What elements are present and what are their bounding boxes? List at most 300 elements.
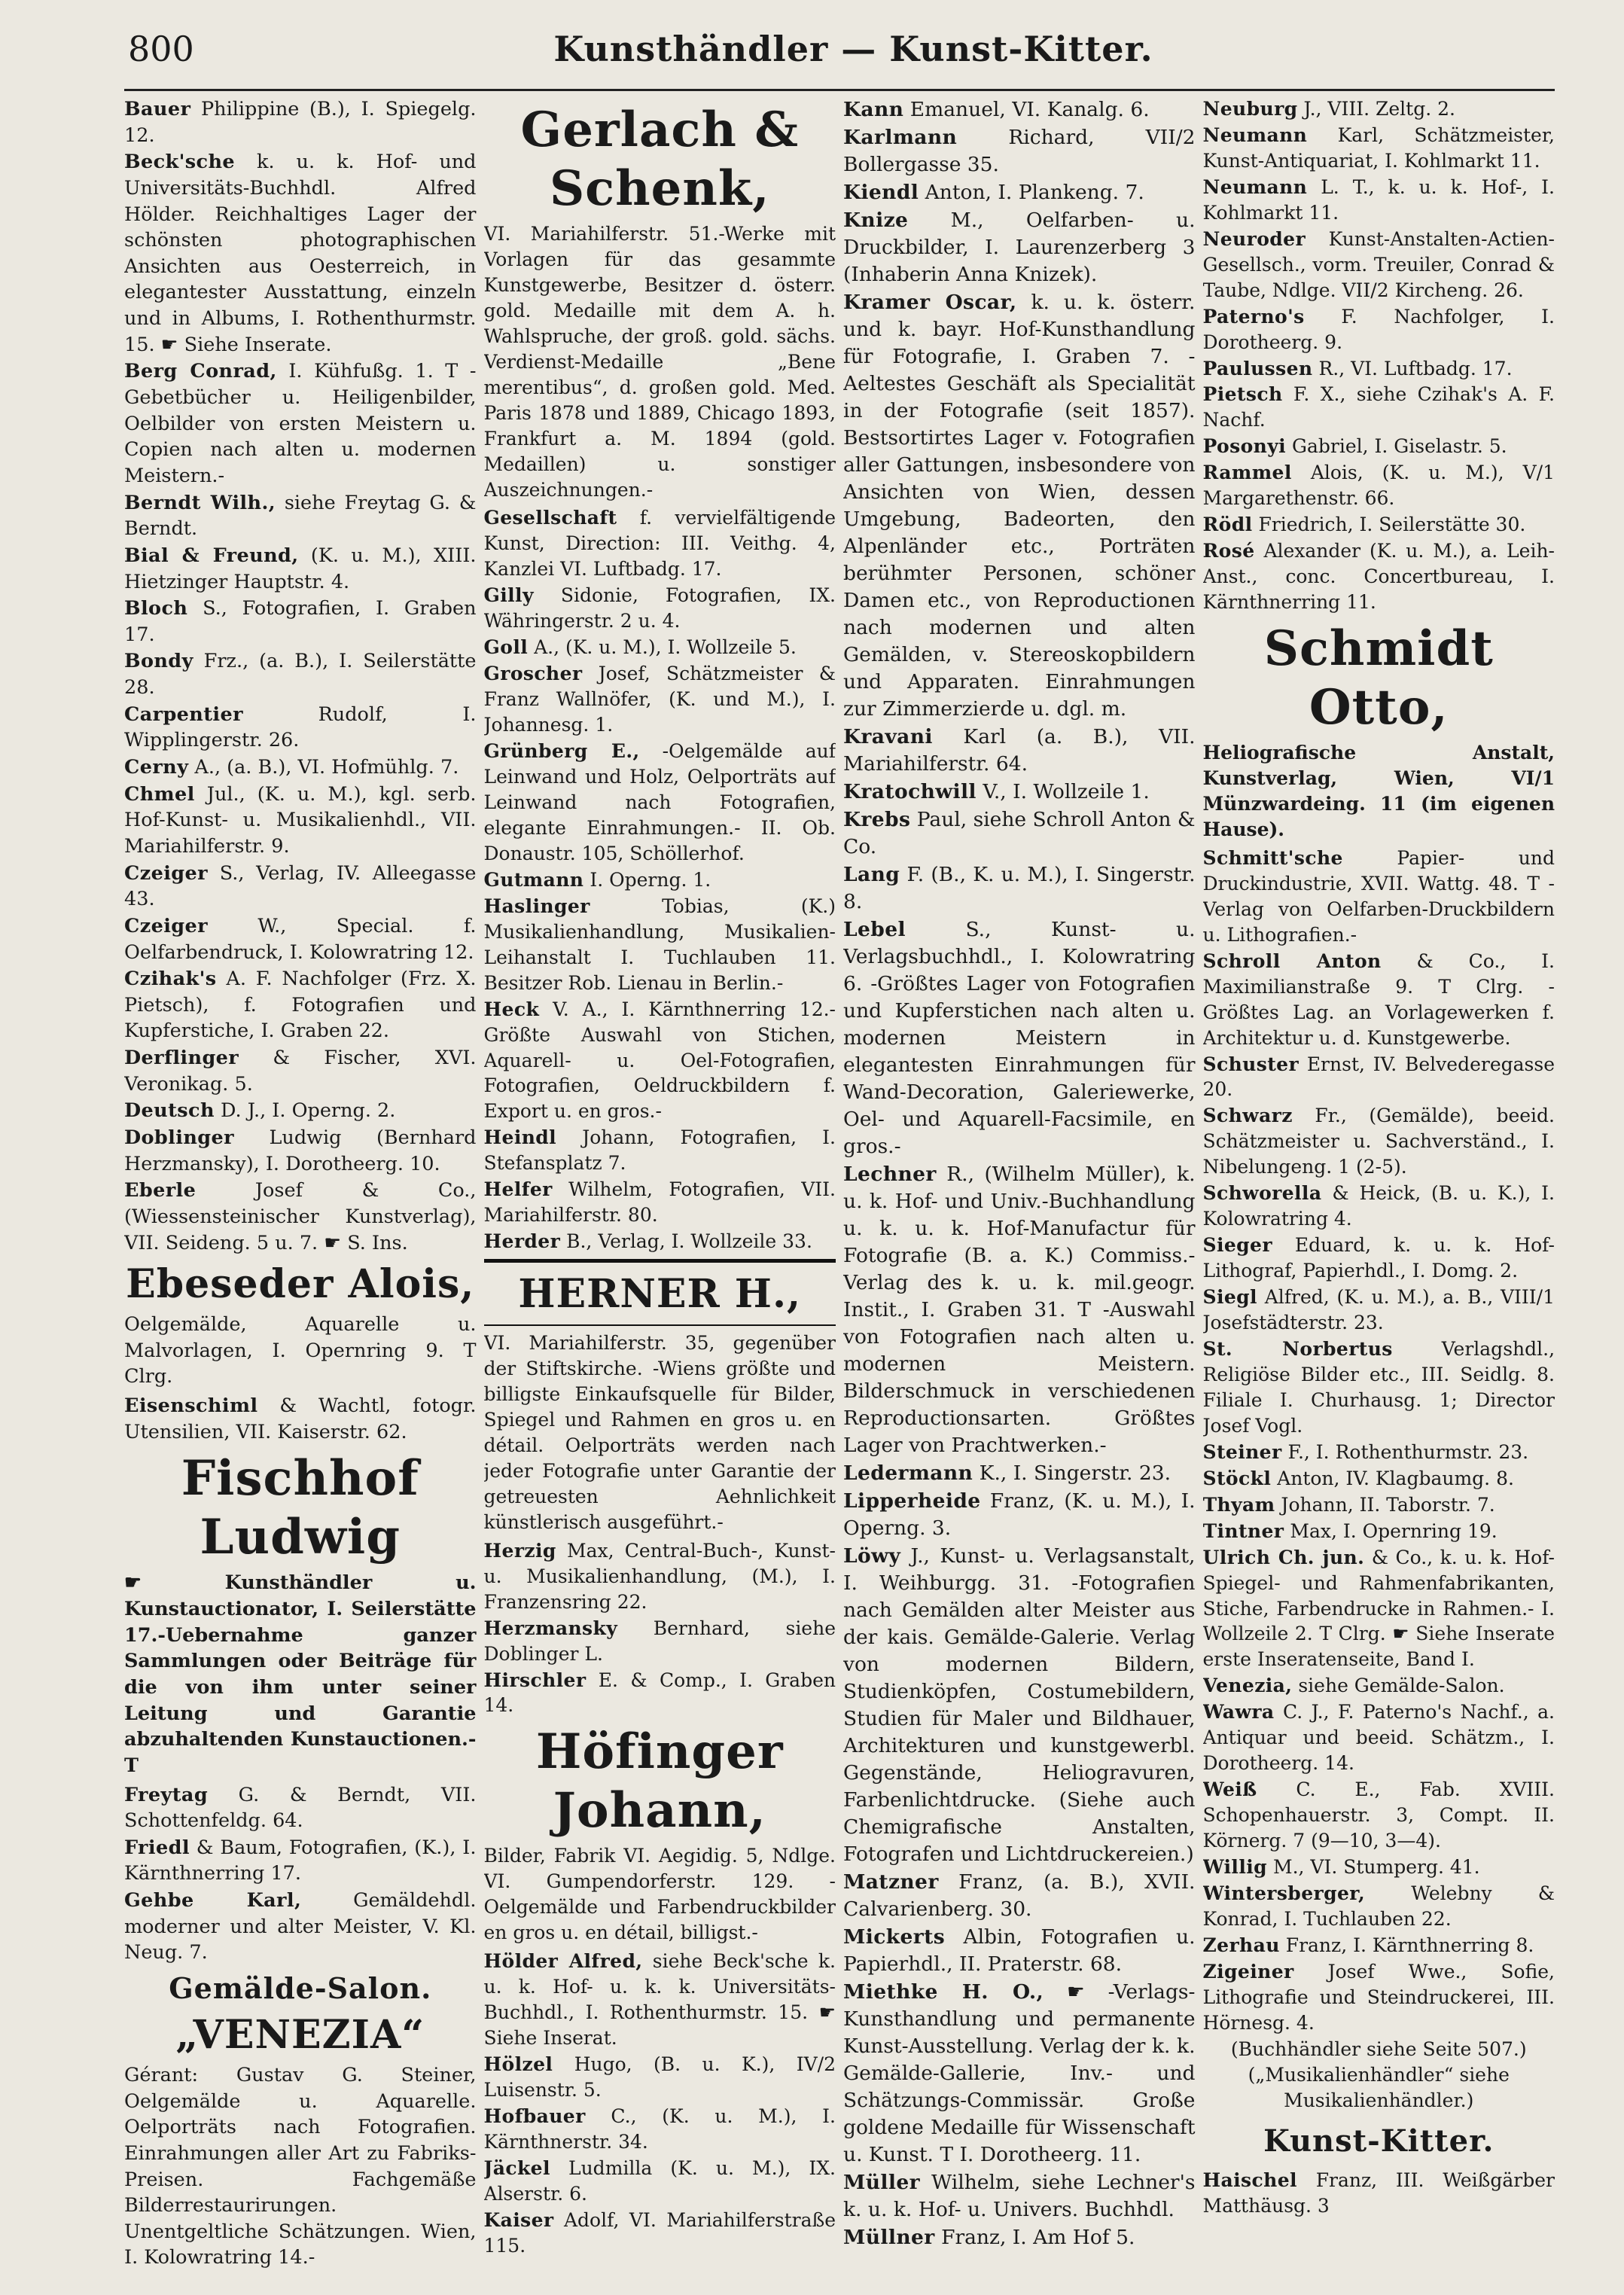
directory-entry [1203, 1336, 1555, 1439]
herner-text: VI. Mariahilferstr. 35, gegenüber der Stiftskirche. -Wiens größte und billigste Einkaufsquelle für Bilder, Spiegel und Rahmen en gros u. en détail. Oelporträts werden nach jeder Fotografie unter Garantie der getreuesten Aehnlichkeit künstlerisch ausgeführt.- [483, 1332, 836, 1533]
directory-entry [484, 894, 836, 996]
entry-text: A. F. Nachfolger (Frz. X. Pietsch), f. Fotografien und Kupferstiche, I. Graben 22. [124, 968, 477, 1043]
entry-text: & Co., I. Maximilianstraße 9. T Clrg. -Größtes Lag. an Vorlagewerken f. Architektur u. d. Kunstgewerbe. [1202, 949, 1555, 1049]
entry-name: Sieger [1202, 1234, 1272, 1257]
directory-entry [1203, 175, 1555, 226]
entry-text: M., VI. Stumperg. 41. [1272, 1856, 1480, 1879]
entry-text: (K. u. M.), XIII. Hietzinger Hauptstr. 4. [124, 544, 477, 593]
hoefinger-text: Bilder, Fabrik VI. Aegidig. 5, Ndlge. VI. Gumpendorferstr. 129. -Oelgemälde und Farbendruckbilder en gros u. en détail, billigst.- [483, 1845, 836, 1944]
entry-name: Bauer [124, 98, 191, 120]
directory-entry [1203, 1440, 1555, 1465]
entry-name: Eisenschiml [124, 1394, 258, 1418]
entry-name: Krebs [843, 808, 911, 831]
entry-name: Steiner [1202, 1440, 1282, 1463]
entry-text: Anton, I. Plankeng. 7. [925, 181, 1144, 204]
directory-entry [843, 2169, 1196, 2223]
entry-name: Grünberg E., [483, 740, 640, 763]
entry-name: Zerhau [1202, 1934, 1280, 1956]
entry-name: Neuroder [1202, 227, 1306, 250]
entry-name: Schroll Anton [1202, 949, 1382, 972]
entry-text: S., Fotografien, I. Graben 17. [124, 597, 477, 646]
directory-entry [1203, 304, 1555, 355]
directory-entry [124, 1125, 477, 1177]
entry-name: Berg Conrad, [124, 360, 277, 383]
entry-name: Zigeiner [1202, 1960, 1294, 1983]
directory-entry [124, 782, 477, 860]
entry-text: Max, Central-Buch-, Kunst- u. Musikalienhandlung, (M.), I. Franzensring 22. [483, 1539, 836, 1613]
directory-entry [1203, 1881, 1555, 1932]
directory-entry [1203, 460, 1555, 511]
entry-name: Rammel [1202, 462, 1292, 484]
entry-text: L. T., k. u. k. Hof-, I. Kohlmarkt 11. [1202, 175, 1555, 224]
entry-text: Sidonie, Fotografien, IX. Währingerstr. 2 u. 4. [483, 584, 836, 632]
directory-entry [124, 966, 477, 1044]
directory-entry [124, 1888, 477, 1966]
entry-text: G. & Berndt, VII. Schottenfeldg. 64. [124, 1783, 477, 1833]
directory-entry [1203, 96, 1555, 122]
entry-name: Löwy [843, 1544, 901, 1568]
directory-entry [843, 2224, 1196, 2251]
entry-name: Kaiser [483, 2208, 554, 2231]
directory-entry [1203, 1777, 1555, 1854]
directory-entry [843, 1924, 1196, 1978]
directory-entry [1203, 1933, 1555, 1958]
directory-entry [1203, 434, 1555, 459]
entry-name: Doblinger [124, 1126, 234, 1149]
directory-entry [1203, 1466, 1555, 1492]
entry-name: Kratochwill [843, 780, 977, 803]
entry-name: Kramer Oscar, [843, 291, 1017, 314]
entry-name: Paterno's [1202, 305, 1305, 328]
entry-name: Matzner [843, 1870, 939, 1894]
entry-text: F. X., siehe Czihak's A. F. Nachf. [1202, 383, 1555, 431]
entry-text: F., I. Rothenthurmstr. 23. [1287, 1440, 1529, 1463]
entry-name: Siegl [1202, 1286, 1257, 1309]
running-title: Kunsthändler — Kunst-Kitter. [553, 29, 1153, 69]
entry-text: Jul., (K. u. M.), kgl. serb. Hof-Kunst- u. Musikalienhdl., VII. Mariahilferstr. 9. [124, 782, 477, 858]
entry-text: Franz, I. Kärnthnerring 8. [1285, 1934, 1534, 1956]
entry-text: Rudolf, I. Wipplingerstr. 26. [124, 703, 477, 752]
directory-entry [843, 1161, 1196, 1459]
entry-text: Eduard, k. u. k. Hof-Lithograf, Papierhdl., I. Domg. 2. [1202, 1234, 1555, 1282]
directory-entry [1203, 1181, 1555, 1232]
entry-text: Ernst, IV. Belvederegasse 20. [1202, 1053, 1555, 1101]
directory-entry [484, 867, 836, 893]
entry-name: Heck [483, 998, 540, 1020]
directory-entry [124, 596, 477, 648]
entry-text: R., (Wilhelm Müller), k. u. k. Hof- und Univ.-Buchhandlung u. k. u. k. Hof-Manufactur für Fotografie (B. a. K.) Commiss.-Verlag des k. u. k. mil.geogr. Instit., I. Graben 31. T -Auswahl von Fotografien nach alten u. modernen Meistern. Bilderschmuck in verschiedenen Reproductionsarten. Größtes Lager von Prachtwerken.- [843, 1163, 1196, 1457]
entry-text: J., Kunst- u. Verlagsanstalt, I. Weihburgg. 31. -Fotografien nach Gemälden alter Meister aus der kais. Gemälde-Galerie. Verlag von modernen Bildern, Studienköpfen, Costumebildern, Studien für Maler und Bildhauer, Architekturen und kunstgewerbl. Gegenstände, Heliogravuren, Farbenlichtdrucke. (Siehe auch Chemigrafische Anstalten, Fotografen und Lichtdruckereien.) [843, 1544, 1196, 1866]
entry-name: Herzig [483, 1539, 556, 1562]
entry-name: Kravani [843, 725, 933, 748]
entry-name: Müllner [843, 2226, 935, 2249]
gerlach-text: VI. Mariahilferstr. 51.-Werke mit Vorlagen für das gesammte Kunstgewerbe, Besitzer d. österr. gold. Medaille mit dem A. h. Wahlspruche, der groß. gold. sächs. Verdienst-Medaille „Bene merentibus“, d. großen gold. Med. Paris 1878 und 1889, Chicago 1893, Frankfurt a. M. 1894 (gold. Medaillen) u. sonstiger Auszeichnungen.- [483, 223, 836, 501]
directory-entry [843, 861, 1196, 916]
entry-name: Gesellschaft [483, 507, 617, 529]
entry-name: Thyam [1202, 1493, 1275, 1516]
entry-text: Albin, Fotografien u. Papierhdl., II. Praterstr. 68. [843, 1925, 1196, 1976]
directory-entry [124, 1393, 477, 1445]
entry-text: Alexander (K. u. M.), a. Leih-Anst., conc. Concertbureau, I. Kärnthnerring 11. [1202, 540, 1555, 614]
directory-entry [124, 96, 477, 148]
directory-entry [1203, 1855, 1555, 1880]
ebeseder-text: Oelgemälde, Aquarelle u. Malvorlagen, I. Opernring 9. T Clrg. [124, 1313, 477, 1388]
entry-name: Heindl [483, 1126, 557, 1149]
entry-name: Neumann [1202, 175, 1308, 198]
directory-entry [484, 1125, 836, 1176]
entry-text: Josef, Schätzmeister & Franz Wallnöfer, (K. und M.), I. Johannesg. 1. [483, 663, 836, 736]
entry-text: Fr., (Gemälde), beeid. Schätzmeister u. Sachverständ., I. Nibelungeng. 1 (2-5). [1202, 1105, 1555, 1178]
venezia-text: Gérant: Gustav G. Steiner, Oelgemälde u. Aquarelle. Oelporträts nach Fotografien. Einrahmungen aller Art zu Fabriks-Preisen. Fachgemäße Bilderrestaurirungen. Unentgeltliche Schätzungen. Wien, I. Kolowratring 14.- [124, 2064, 477, 2269]
entry-text: Gabriel, I. Giselastr. 5. [1292, 435, 1507, 458]
directory-entry [124, 861, 477, 913]
directory-entry [1203, 512, 1555, 538]
entry-text: -Oelgemälde auf Leinwand und Holz, Oelporträts auf Leinwand nach Fotografien, elegante Einrahmungen.- II. Ob. Donaustr. 105, Schöllerhof. [483, 740, 836, 864]
entry-name: Kiendl [843, 181, 919, 204]
directory-entry [484, 2156, 836, 2207]
directory-entry [484, 505, 836, 582]
entry-name: Lebel [843, 918, 906, 941]
entry-name: Czihak's [124, 968, 217, 991]
directory-entry [843, 124, 1196, 178]
entry-name: Weiß [1202, 1778, 1257, 1801]
fischhof-text: ☛ Kunsthändler u. Kunstauctionator, I. Seilerstätte 17.-Uebernahme ganzer Sammlungen oder Beiträge für die von ihm unter seiner Leitung und Garantie abzuhaltenden Kunstauctionen.- T [124, 1571, 477, 1777]
entry-name: Gilly [483, 584, 534, 607]
entry-name: Helfer [483, 1178, 553, 1201]
entry-text: Max, I. Opernring 19. [1290, 1519, 1498, 1542]
entry-name: Chmel [124, 782, 195, 806]
entry-name: Goll [483, 636, 529, 659]
entry-text: Friedrich, I. Seilerstätte 30. [1258, 514, 1526, 536]
directory-entry [843, 179, 1196, 206]
directory-entry [124, 149, 477, 358]
entry-text: I. Operng. 1. [590, 868, 711, 891]
entry-text: Anton, IV. Klagbaumg. 8. [1277, 1467, 1514, 1489]
entry-name: Schwarz [1202, 1105, 1293, 1127]
entry-name: Kann [843, 98, 904, 121]
herner-box [484, 1259, 836, 1326]
entry-text: Johann, Fotografien, I. Stefansplatz 7. [483, 1126, 836, 1175]
entry-name: Ledermann [843, 1461, 973, 1485]
directory-entry [124, 913, 477, 965]
entry-text: K., I. Singerstr. 23. [979, 1461, 1172, 1485]
entry-name: Groscher [483, 663, 583, 685]
directory-entry [484, 997, 836, 1125]
entry-text: Paul, siehe Schroll Anton & Co. [843, 808, 1196, 858]
ebeseder-title: Ebeseder Alois, [126, 1261, 475, 1308]
entry-text: B., Verlag, I. Wollzeile 33. [566, 1230, 812, 1253]
entry-text: Josef & Co., (Wiessensteinischer Kunstverlag), VII. Seideng. 5 u. 7. ☛ S. Ins. [124, 1179, 477, 1254]
column-2 [484, 96, 836, 2284]
entry-name: Berndt Wilh., [124, 491, 276, 514]
entry-text: A., (a. B.), VI. Hofmühlg. 7. [194, 756, 459, 779]
directory-entry [1203, 1052, 1555, 1103]
entry-text: siehe Freytag G. & Berndt. [124, 491, 477, 541]
entry-name: Wintersberger, [1202, 1882, 1366, 1904]
entry-name: Hölder Alfred, [483, 1950, 643, 1973]
entry-name: Tintner [1202, 1519, 1284, 1542]
directory-entry [484, 1177, 836, 1228]
entry-text: Alfred, (K. u. M.), a. B., VIII/1 Josefstädterstr. 23. [1202, 1286, 1555, 1334]
entry-text: Hugo, (B. u. K.), IV/2 Luisenstr. 5. [483, 2053, 836, 2101]
entry-text: A., (K. u. M.), I. Wollzeile 5. [534, 636, 797, 659]
entry-name: Karlmann [843, 126, 958, 149]
directory-entry [843, 806, 1196, 861]
directory-entry [124, 1178, 477, 1256]
columns [124, 96, 1555, 2284]
entry-name: Haslinger [483, 895, 590, 917]
entry-name: Deutsch [124, 1099, 215, 1123]
entry-name: Lechner [843, 1163, 937, 1186]
entry-text: k. u. k. österr. und k. bayr. Hof-Kunsthandlung für Fotografie, I. Graben 7. -Aeltestes Geschäft als Specialität in der Fotografie (seit 1857). Bestsortirtes Lager v. Fotografien aller Gattungen, insbesondere von Ansichten von Wien, dessen Umgebung, Badeorten, den Alpenländer etc., Porträten berühmter Personen, schöner Damen etc., von Reproductionen nach modernen und alten Gemälden, v. Stereoskopbildern und Apparaten. Einrahmungen zur Zimmerzierde u. dgl. m. [843, 291, 1196, 721]
column-3 [843, 96, 1196, 2284]
directory-entry [1203, 123, 1555, 174]
entry-text: J., VIII. Zeltg. 2. [1303, 98, 1455, 120]
directory-entry [484, 2104, 836, 2155]
entry-text: C., (K. u. M.), I. Kärnthnerstr. 34. [483, 2105, 836, 2153]
page-number: 800 [128, 29, 194, 69]
directory-entry [484, 1229, 836, 1254]
entry-text: Frz., (a. B.), I. Seilerstätte 28. [124, 650, 477, 699]
kunst-kitter-heading: Kunst-Kitter. [1263, 2123, 1495, 2159]
directory-entry [484, 2052, 836, 2103]
entry-name: Stöckl [1202, 1467, 1272, 1489]
entry-text: F. (B., K. u. M.), I. Singerstr. 8. [843, 863, 1196, 913]
directory-entry [124, 1782, 477, 1834]
entry-text: siehe Gemälde-Salon. [1298, 1675, 1505, 1697]
directory-entry [1203, 1673, 1555, 1699]
directory-entry [1203, 356, 1555, 382]
entry-text: Wilhelm, siehe Lechner's k. u. k. Hof- u. Univers. Buchhdl. [843, 2171, 1196, 2221]
directory-entry [124, 358, 477, 489]
entry-name: Schmitt'sche [1202, 846, 1343, 869]
entry-name: Freytag [124, 1783, 209, 1806]
schmidt-text: Heliografische Anstalt, Kunstverlag, Wien, VI/1 Münzwardeing. 11 (im eigenen Hause). [1202, 742, 1555, 840]
entry-text: Bernhard, siehe Doblinger L. [483, 1617, 836, 1665]
directory-entry [1203, 227, 1555, 303]
gerlach-title: Gerlach & Schenk, [520, 102, 799, 217]
entry-text: Kunst-Anstalten-Actien-Gesellsch., vorm. Treuiler, Conrad & Taube, Ndlge. VII/2 Kircheng. 26. [1202, 227, 1555, 301]
header-rule [124, 89, 1555, 91]
entry-name: Herder [483, 1230, 561, 1253]
entry-name: Hofbauer [483, 2105, 586, 2127]
directory-entry [1203, 1545, 1555, 1673]
salon-label: Gemälde-Salon. [169, 1971, 432, 2005]
entry-text: & Wachtl, fotogr. Utensilien, VII. Kaiserstr. 62. [124, 1394, 477, 1443]
directory-entry [1203, 949, 1555, 1051]
entry-name: Derflinger [124, 1047, 239, 1070]
directory-entry [124, 1098, 477, 1124]
note-buchhaendler: (Buchhändler siehe Seite 507.) [1230, 2037, 1527, 2060]
directory-entry [1203, 1103, 1555, 1180]
entry-text: R., VI. Luftbadg. 17. [1318, 357, 1513, 379]
entry-name: Ulrich Ch. jun. [1202, 1546, 1365, 1568]
entry-name: Bloch [124, 597, 188, 620]
entry-text: Johann, II. Taborstr. 7. [1281, 1493, 1495, 1516]
directory-entry [484, 1616, 836, 1667]
directory-entry [484, 1538, 836, 1615]
entry-text: ☛ -Verlags-Kunsthandlung und permanente Kunst-Ausstellung. Verlag der k. k. Gemälde-Gallerie, Inv.- und Schätzungs-Commissär. Große goldene Medaille für Wissenschaft u. Kunst. T I. Dorotheerg. 11. [843, 1980, 1196, 2166]
entry-text: Tobias, (K.) Musikalienhandlung, Musikalien-Leihanstalt I. Tuchlauben 11. Besitzer Rob. Lienau in Berlin.- [483, 895, 836, 994]
directory-entry [484, 739, 836, 867]
directory-entry [124, 702, 477, 754]
entry-name: Schuster [1202, 1053, 1300, 1075]
directory-entry [1203, 1233, 1555, 1284]
hoefinger-title: Höfinger Johann, [535, 1724, 784, 1839]
entry-name: Mickerts [843, 1925, 946, 1949]
entry-text: & Co., k. u. k. Hof-Spiegel- und Rahmenfabrikanten, Stiche, Farbendrucke in Rahmen.- I. Wollzeile 2. T Clrg. ☛ Siehe Inserate erste Inseratenseite, Band I. [1202, 1546, 1555, 1671]
entry-name: Haischel [1202, 2169, 1297, 2191]
directory-entry [1203, 1492, 1555, 1518]
entry-text: E. & Comp., I. Graben 14. [483, 1669, 836, 1717]
entry-text: & Heick, (B. u. K.), I. Kolowratring 4. [1202, 1182, 1555, 1230]
directory-entry [1203, 1285, 1555, 1336]
directory-entry [124, 1045, 477, 1097]
entry-text: Richard, VII/2 Bollergasse 35. [843, 126, 1196, 176]
column-1 [124, 96, 477, 2284]
entry-text: Verlagshdl., Religiöse Bilder etc., III. Seidlg. 8. Filiale I. Churhausg. 1; Director Josef Vogl. [1202, 1337, 1555, 1437]
directory-entry [484, 1668, 836, 1719]
directory-entry [843, 1488, 1196, 1542]
directory-entry [484, 661, 836, 738]
directory-entry [124, 543, 477, 595]
entry-name: Eberle [124, 1179, 197, 1202]
entry-text: Welebny & Konrad, I. Tuchlauben 22. [1202, 1882, 1555, 1930]
entry-name: Venezia, [1202, 1675, 1293, 1697]
entry-text: f. vervielfältigende Kunst, Direction: III. Veithg. 4, Kanzlei VI. Luftbadg. 17. [483, 507, 836, 581]
schmidt-title: Schmidt Otto, [1263, 620, 1494, 736]
entry-name: Lang [843, 863, 900, 886]
entry-name: Wawra [1202, 1701, 1275, 1724]
entry-name: Herzmansky [483, 1617, 618, 1639]
directory-entry [843, 1979, 1196, 2169]
entry-text: Emanuel, VI. Kanalg. 6. [910, 98, 1150, 121]
entry-name: Rosé [1202, 540, 1255, 562]
page-header [128, 29, 1579, 81]
entry-text: Alois, (K. u. M.), V/1 Margarethenstr. 66. [1202, 462, 1555, 510]
directory-entry [843, 96, 1196, 123]
directory-entry [843, 1460, 1196, 1487]
directory-entry [1203, 382, 1555, 433]
directory-entry [843, 1869, 1196, 1923]
entry-text: W., Special. f. Oelfarbendruck, I. Kolowratring 12. [124, 914, 477, 964]
entry-text: C. E., Fab. XVIII. Schopenhauerstr. 3, Compt. II. Körnerg. 7 (9—10, 3—4). [1202, 1778, 1555, 1852]
entry-name: Neuburg [1202, 98, 1298, 120]
entry-name: Miethke H. O., [843, 1980, 1044, 2004]
entry-text: Franz, (K. u. M.), I. Operng. 3. [843, 1489, 1196, 1540]
entry-name: Bondy [124, 650, 193, 673]
entry-text: Philippine (B.), I. Spiegelg. 12. [124, 98, 477, 147]
entry-name: Knize [843, 209, 909, 232]
entry-name: Beck'sche [124, 151, 236, 174]
entry-text: V. A., I. Kärnthnerring 12.- Größte Auswahl von Stichen, Aquarell- u. Oel-Fotografien, Fotografien, Oeldruckbildern f. Export u. en gros.- [483, 998, 836, 1123]
entry-text: Josef Wwe., Sofie, Lithografie und Steindruckerei, III. Hörnesg. 4. [1202, 1960, 1555, 2034]
directory-entry [124, 648, 477, 700]
entry-name: Posonyi [1202, 435, 1287, 458]
entry-name: Hölzel [483, 2053, 553, 2076]
entry-text: D. J., I. Operng. 2. [221, 1099, 396, 1123]
entry-name: St. Norbertus [1202, 1337, 1393, 1360]
directory-entry [843, 916, 1196, 1160]
entry-text: Adolf, VI. Mariahilferstraße 115. [483, 2208, 836, 2257]
entry-text: Ludmilla (K. u. M.), IX. Alserstr. 6. [483, 2156, 836, 2205]
directory-entry [124, 1835, 477, 1887]
entry-text: & Fischer, XVI. Veronikag. 5. [124, 1047, 477, 1096]
entry-text: S., Kunst- u. Verlagsbuchhdl., I. Kolowratring 6. -Größtes Lager von Fotografien und Kupferstichen nach alten u. modernen Meistern in elegantesten Einrahmungen für Wand-Decoration, Galeriewerke, Oel- und Aquarell-Facsimile, en gros.- [843, 918, 1196, 1158]
entry-name: Czeiger [124, 914, 208, 937]
entry-text: Franz, III. Weißgärber Matthäusg. 3 [1202, 2169, 1555, 2217]
directory-entry [484, 635, 836, 660]
entry-name: Jäckel [483, 2156, 550, 2179]
entry-text: Ludwig (Bernhard Herzmansky), I. Dorotheerg. 10. [124, 1126, 477, 1175]
entry-text: Franz, I. Am Hof 5. [941, 2226, 1135, 2249]
entry-name: Friedl [124, 1836, 190, 1859]
directory-entry [484, 583, 836, 634]
entry-text: S., Verlag, IV. Alleegasse 43. [124, 861, 477, 911]
herner-title: HERNER H., [518, 1271, 802, 1318]
entry-name: Cerny [124, 756, 189, 779]
entry-text: & Baum, Fotografien, (K.), I. Kärnthnerring 17. [124, 1836, 477, 1885]
entry-text: Wilhelm, Fotografien, VII. Mariahilferstr. 80. [483, 1178, 836, 1227]
directory-entry [1203, 846, 1555, 948]
entry-name: Neumann [1202, 123, 1308, 146]
entry-text: siehe Beck'sche k. u. k. Hof- u. k. k. Universitäts-Buchhdl., I. Rothenthurmstr. 15. ☛ Siehe Inserat. [483, 1950, 836, 2050]
entry-text: Franz, (a. B.), XVII. Calvarienberg. 30. [843, 1870, 1196, 1921]
entry-name: Hirschler [483, 1669, 587, 1691]
fischhof-title: Fischhof Ludwig [181, 1450, 419, 1566]
entry-name: Lipperheide [843, 1489, 981, 1513]
directory-entry [1203, 538, 1555, 615]
directory-entry [843, 207, 1196, 288]
directory-entry [843, 1543, 1196, 1868]
entry-name: Paulussen [1202, 357, 1313, 379]
entry-text: C. J., F. Paterno's Nachf., a. Antiquar und beeid. Schätzm., I. Dorotheerg. 14. [1202, 1701, 1555, 1775]
directory-entry [484, 2208, 836, 2259]
entry-name: Carpentier [124, 703, 243, 726]
directory-entry [1203, 1959, 1555, 2036]
entry-text: k. u. k. Hof- und Universitäts-Buchhdl. Alfred Hölder. Reichhaltiges Lager der schönsten photographischen Ansichten aus Oesterreich, in elegantester Ausstattung, einzeln und in Albums, I. Rothenthurmstr. 15. ☛ Siehe Inserate. [124, 151, 477, 356]
directory-entry [843, 779, 1196, 806]
entry-name: Schworella [1202, 1182, 1322, 1205]
entry-text: Karl, Schätzmeister, Kunst-Antiquariat, I. Kohlmarkt 11. [1202, 123, 1555, 172]
entry-text: Papier- und Druckindustrie, XVII. Wattg. 48. T -Verlag von Oelfarben-Druckbildern u. Lithografien.- [1202, 846, 1555, 946]
directory-entry [1203, 1519, 1555, 1544]
directory-entry [1203, 2168, 1555, 2219]
column-4 [1203, 96, 1555, 2284]
directory-entry [484, 1949, 836, 2051]
entry-name: Gehbe Karl, [124, 1889, 302, 1912]
directory-entry [843, 289, 1196, 723]
entry-text: V., I. Wollzeile 1. [983, 780, 1150, 803]
entry-text: Karl (a. B.), VII. Mariahilferstr. 64. [843, 725, 1196, 776]
entry-name: Rödl [1202, 514, 1253, 536]
entry-name: Willig [1202, 1856, 1268, 1879]
entry-name: Müller [843, 2171, 920, 2194]
directory-entry [1203, 1699, 1555, 1776]
entry-name: Pietsch [1202, 383, 1283, 406]
entry-text: F. Nachfolger, I. Dorotheerg. 9. [1202, 305, 1555, 353]
entry-name: Bial & Freund, [124, 544, 299, 567]
directory-entry [124, 754, 477, 781]
entry-text: I. Kühfußg. 1. T -Gebetbücher u. Heiligenbilder, Oelbilder von ersten Meistern u. Copien nach alten u. modernen Meistern.- [124, 360, 477, 487]
entry-text: M., Oelfarben- u. Druckbilder, I. Laurenzerberg 3 (Inhaberin Anna Knizek). [843, 209, 1196, 286]
directory-entry [843, 724, 1196, 778]
entry-name: Czeiger [124, 861, 208, 885]
entry-text: Gemäldehdl. moderner und alter Meister, V. Kl. Neug. 7. [124, 1889, 477, 1964]
directory-entry [124, 490, 477, 542]
note-musikalien: („Musikalienhändler“ siehe Musikalienhändler.) [1248, 2063, 1510, 2111]
venezia-title: „VENEZIA“ [175, 2012, 425, 2058]
